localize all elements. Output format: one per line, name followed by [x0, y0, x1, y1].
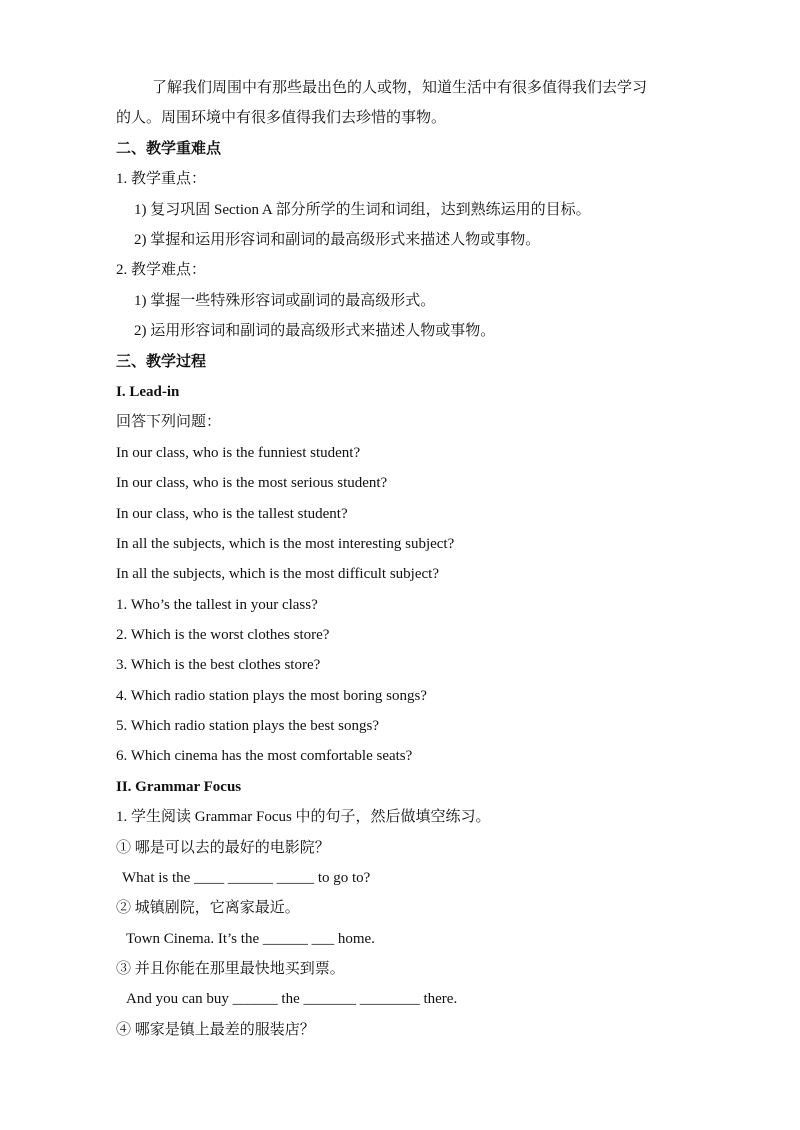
exercise-cn: ① 哪是可以去的最好的电影院？ [116, 840, 330, 856]
question-line: 3. Which is the best clothes store? [116, 657, 321, 673]
difficulty-item: 2) 运用形容词和副词的最高级形式来描述人物或事物。 [134, 323, 496, 339]
question-line: In all the subjects, which is the most interesting subject? [116, 536, 455, 552]
grammar-focus-title: II. Grammar Focus [116, 779, 242, 795]
key-points-title: 1. 教学重点： [116, 171, 207, 187]
exercise-en-blank: What is the ____ ______ _____ to go to? [122, 870, 371, 886]
leadin-instruction: 回答下列问题： [116, 414, 222, 430]
difficulty-item: 1) 掌握一些特殊形容词或副词的最高级形式。 [134, 293, 436, 309]
intro-line-2: 的人。周围环境中有很多值得我们去珍惜的事物。 [116, 110, 447, 126]
question-line: In our class, who is the funniest student? [116, 445, 361, 461]
exercise-en-blank: Town Cinema. It’s the ______ ___ home. [126, 931, 375, 947]
exercise-cn: ④ 哪家是镇上最差的服装店？ [116, 1022, 315, 1038]
question-line: 1. Who’s the tallest in your class? [116, 597, 318, 613]
exercise-en-blank: And you can buy ______ the _______ ________ there. [126, 991, 458, 1007]
question-line: 6. Which cinema has the most comfortable seats? [116, 748, 413, 764]
key-point-item: 2) 掌握和运用形容词和副词的最高级形式来描述人物或事物。 [134, 232, 541, 248]
question-line: In all the subjects, which is the most difficult subject? [116, 566, 439, 582]
key-point-item: 1) 复习巩固 Section A 部分所学的生词和词组，达到熟练运用的目标。 [134, 202, 591, 218]
question-line: 5. Which radio station plays the best songs? [116, 718, 380, 734]
question-line: 2. Which is the worst clothes store? [116, 627, 330, 643]
intro-line-1: 了解我们周围中有那些最出色的人或物，知道生活中有很多值得我们去学习 [152, 80, 648, 96]
question-line: 4. Which radio station plays the most boring songs? [116, 688, 427, 704]
difficulties-title: 2. 教学难点： [116, 262, 207, 278]
section-heading-teaching-process: 三、教学过程 [116, 354, 207, 370]
grammar-instruction: 1. 学生阅读 Grammar Focus 中的句子，然后做填空练习。 [116, 809, 491, 825]
section-heading-key-difficulties: 二、教学重难点 [116, 141, 222, 157]
question-line: In our class, who is the tallest student? [116, 506, 348, 522]
leadin-title: I. Lead-in [116, 384, 180, 400]
exercise-cn: ③ 并且你能在那里最快地买到票。 [116, 961, 345, 977]
exercise-cn: ② 城镇剧院，它离家最近。 [116, 900, 300, 916]
question-line: In our class, who is the most serious student? [116, 475, 388, 491]
